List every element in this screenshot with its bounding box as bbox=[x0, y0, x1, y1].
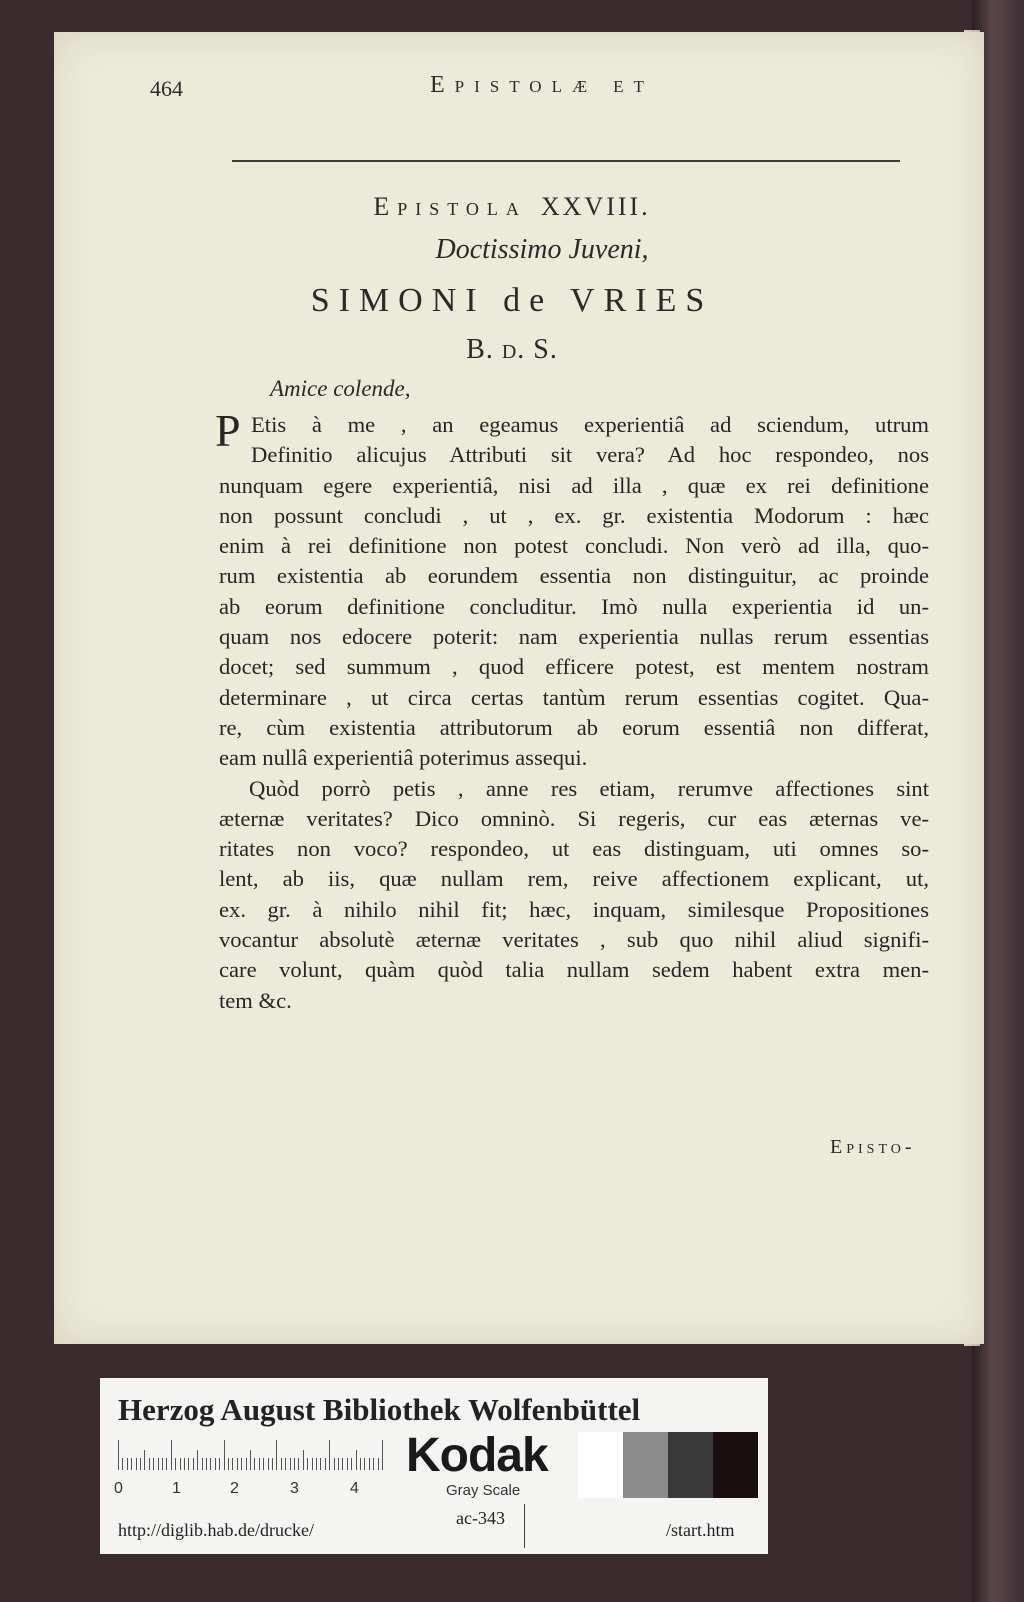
ruler-tick bbox=[347, 1458, 348, 1470]
ruler-tick bbox=[193, 1458, 194, 1470]
ruler-tick bbox=[215, 1458, 216, 1470]
ruler-tick bbox=[382, 1440, 383, 1470]
ruler-tick bbox=[206, 1458, 207, 1470]
ruler-tick bbox=[320, 1458, 321, 1470]
catchword: Episto- bbox=[830, 1136, 916, 1158]
text-line: ritates non voco? respondeo, ut eas distinguam, uti omnes so- bbox=[219, 836, 929, 862]
url-left[interactable]: http://diglib.hab.de/drucke/ bbox=[118, 1520, 314, 1540]
text-line: docet; sed summum , quod efficere potest, est mentem nostram bbox=[219, 654, 929, 680]
text-line: ex. gr. à nihilo nihil fit; hæc, inquam, similesque Propositiones bbox=[219, 896, 929, 922]
sender-initials: B. d. S. bbox=[466, 334, 558, 365]
ruler-number: 4 bbox=[350, 1480, 359, 1497]
ruler-tick bbox=[118, 1440, 119, 1470]
text-line: tem &c. bbox=[219, 987, 292, 1013]
text-line: ab eorum definitione concluditur. Imò nulla experientia id un- bbox=[219, 593, 929, 619]
ruler-tick bbox=[241, 1458, 242, 1470]
text-line: determinare , ut circa certas tantùm rerum essentias cogitet. Qua- bbox=[219, 684, 929, 710]
text-line: æternæ veritates? Dico omninò. Si regeris, cur eas æternas ve- bbox=[219, 805, 929, 831]
ruler-tick bbox=[338, 1458, 339, 1470]
gray-swatch bbox=[668, 1432, 713, 1498]
gray-swatch bbox=[623, 1432, 668, 1498]
shelf-code: ac-343 bbox=[456, 1508, 505, 1528]
ruler-tick bbox=[162, 1458, 163, 1470]
ruler-tick bbox=[290, 1458, 291, 1470]
text-line: eam nullâ experientiâ poterimus assequi. bbox=[219, 745, 588, 771]
ruler-tick bbox=[136, 1458, 137, 1470]
ruler-tick bbox=[224, 1440, 225, 1470]
ruler-number: 1 bbox=[172, 1480, 181, 1497]
ruler-tick bbox=[329, 1440, 330, 1470]
text-line: quam nos edocere poterit: nam experientia nullas rerum essentias bbox=[219, 624, 929, 650]
gray-scale-label: Gray Scale bbox=[446, 1482, 521, 1499]
greeting: Amice colende, bbox=[270, 376, 411, 401]
text-line: re, cùm existentia attributorum ab eorum essentiâ non differat, bbox=[219, 714, 929, 740]
ruler-tick bbox=[158, 1458, 159, 1470]
ruler-tick bbox=[285, 1458, 286, 1470]
ruler-tick bbox=[303, 1450, 304, 1470]
gray-swatch bbox=[713, 1432, 758, 1498]
ruler-tick bbox=[228, 1458, 229, 1470]
ruler-tick bbox=[356, 1450, 357, 1470]
ruler-tick bbox=[219, 1458, 220, 1470]
text-line: vocantur absolutè æternæ veritates , sub quo nihil aliud signifi- bbox=[219, 927, 929, 953]
text-line: care volunt, quàm quòd talia nullam sedem habent extra men- bbox=[219, 957, 929, 983]
page-number: 464 bbox=[150, 76, 183, 101]
ruler-number: 2 bbox=[230, 1480, 239, 1497]
text-line: non possunt concludi , ut , ex. gr. existentia Modorum : hæc bbox=[219, 502, 929, 528]
ruler-tick bbox=[188, 1458, 189, 1470]
ruler-tick bbox=[202, 1458, 203, 1470]
ruler-tick bbox=[131, 1458, 132, 1470]
ruler-tick bbox=[268, 1458, 269, 1470]
ruler-tick bbox=[122, 1458, 123, 1470]
ruler-tick bbox=[360, 1458, 361, 1470]
ruler-scale bbox=[118, 1440, 388, 1470]
ruler-tick bbox=[373, 1458, 374, 1470]
ruler-tick bbox=[378, 1458, 379, 1470]
gray-swatch bbox=[578, 1432, 623, 1498]
ruler-tick bbox=[171, 1440, 172, 1470]
ruler-tick bbox=[197, 1450, 198, 1470]
ruler-tick bbox=[364, 1458, 365, 1470]
ruler-tick bbox=[180, 1458, 181, 1470]
ruler-tick bbox=[254, 1458, 255, 1470]
text-line: nunquam egere experientiâ, nisi ad illa , quæ ex rei definitione bbox=[219, 472, 929, 498]
ruler-tick bbox=[184, 1458, 185, 1470]
ruler-tick bbox=[307, 1458, 308, 1470]
library-name: Herzog August Bibliothek Wolfenbüttel bbox=[118, 1392, 641, 1427]
color-calibration-card bbox=[100, 1378, 768, 1554]
letter-number: XXVIII. bbox=[540, 192, 651, 221]
url-right[interactable]: /start.htm bbox=[666, 1520, 735, 1540]
ruler-tick bbox=[144, 1450, 145, 1470]
kodak-logo: Kodak bbox=[406, 1429, 548, 1482]
letter-heading-label: Epistola bbox=[373, 192, 527, 221]
text-line: Definitio alicujus Attributi sit vera? Ad hoc respondeo, nos bbox=[251, 442, 929, 468]
drop-cap: P bbox=[215, 405, 241, 456]
gray-swatches bbox=[578, 1432, 758, 1498]
ruler-tick bbox=[325, 1458, 326, 1470]
text-line: Etis à me , an egeamus experientiâ ad sciendum, utrum bbox=[251, 412, 929, 437]
salutation: Doctissimo Juveni, bbox=[435, 234, 649, 265]
text-line: Quòd porrò petis , anne res etiam, rerumve affectiones sint bbox=[249, 775, 929, 801]
ruler-tick bbox=[153, 1458, 154, 1470]
ruler-tick bbox=[140, 1458, 141, 1470]
ruler-tick bbox=[259, 1458, 260, 1470]
text-line: rum existentia ab eorundem essentia non distinguitur, ac proinde bbox=[219, 563, 929, 589]
ruler-tick bbox=[316, 1458, 317, 1470]
ruler-tick bbox=[127, 1458, 128, 1470]
ruler-tick bbox=[298, 1458, 299, 1470]
ruler-tick bbox=[294, 1458, 295, 1470]
page-header bbox=[150, 66, 910, 110]
text-line: enim à rei definitione non potest concludi. Non verò ad illa, quo- bbox=[219, 533, 929, 559]
recipient-name: SIMONI de VRIES bbox=[310, 282, 714, 319]
ruler-tick bbox=[334, 1458, 335, 1470]
ruler-number: 3 bbox=[290, 1480, 299, 1497]
ruler-tick bbox=[246, 1458, 247, 1470]
running-title: Epistolæ et bbox=[430, 72, 654, 98]
ruler-tick bbox=[166, 1458, 167, 1470]
ruler-number: 0 bbox=[114, 1480, 123, 1497]
ruler-tick bbox=[232, 1458, 233, 1470]
card-separator bbox=[524, 1504, 525, 1548]
ruler-tick bbox=[237, 1458, 238, 1470]
ruler-tick bbox=[342, 1458, 343, 1470]
ruler-tick bbox=[272, 1458, 273, 1470]
letter-heading bbox=[0, 192, 1024, 222]
ruler-tick bbox=[351, 1458, 352, 1470]
ruler-tick bbox=[369, 1458, 370, 1470]
ruler-tick bbox=[149, 1458, 150, 1470]
ruler-tick bbox=[250, 1450, 251, 1470]
ruler-tick bbox=[175, 1458, 176, 1470]
ruler-tick bbox=[210, 1458, 211, 1470]
ruler-tick bbox=[263, 1458, 264, 1470]
text-line: lent, ab iis, quæ nullam rem, reive affectionem explicant, ut, bbox=[219, 866, 929, 892]
letter-body bbox=[215, 405, 929, 1016]
ruler-tick bbox=[281, 1458, 282, 1470]
ruler-numbers bbox=[114, 1480, 384, 1500]
header-rule bbox=[232, 160, 900, 162]
ruler-tick bbox=[312, 1458, 313, 1470]
ruler-tick bbox=[276, 1440, 277, 1470]
